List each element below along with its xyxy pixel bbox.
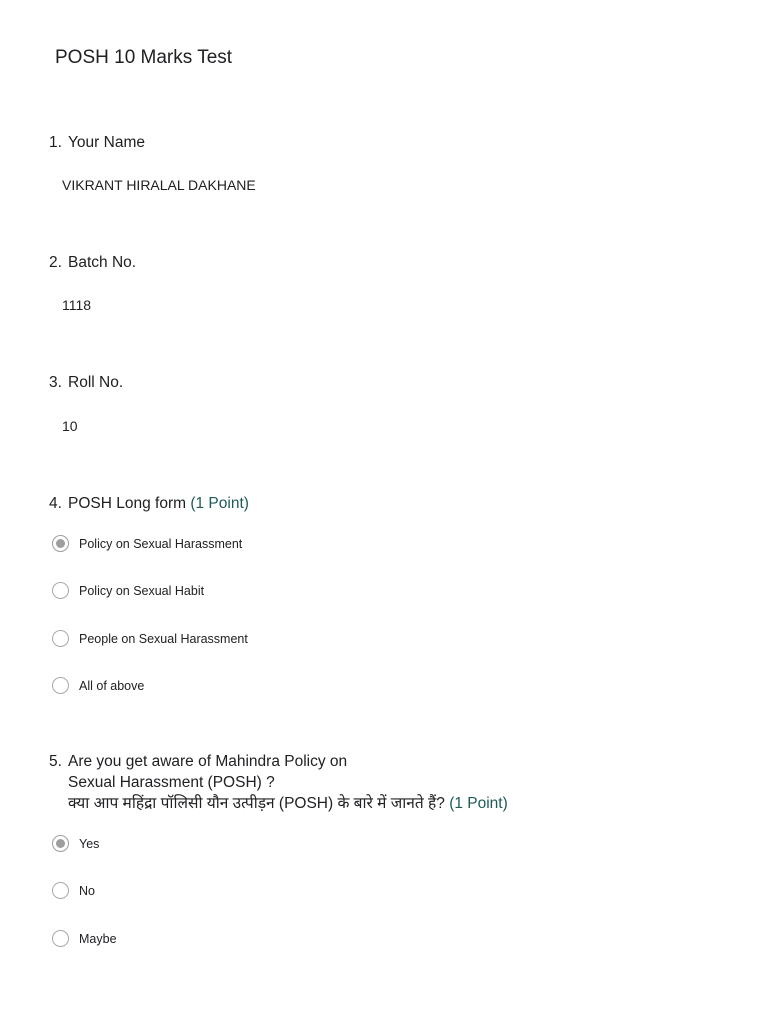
radio-icon[interactable] [52, 930, 69, 947]
option-label: People on Sexual Harassment [79, 631, 248, 646]
option-policy-on-sexual-harassment[interactable] [52, 535, 242, 552]
radio-icon[interactable] [52, 582, 69, 599]
question-aware-of-policy [49, 751, 508, 814]
question-your-name [49, 132, 145, 153]
radio-icon[interactable] [52, 630, 69, 647]
points-label: (1 Point) [190, 495, 249, 512]
question-label: POSH Long form [68, 495, 187, 512]
option-label: No [79, 883, 95, 898]
radio-icon[interactable] [52, 677, 69, 694]
radio-icon[interactable] [52, 882, 69, 899]
question-title [49, 132, 145, 153]
roll-answer: 10 [62, 418, 78, 434]
points-label: (1 Point) [449, 795, 508, 812]
form-title: POSH 10 Marks Test [55, 47, 233, 68]
option-all-of-above[interactable] [52, 677, 144, 694]
option-policy-on-sexual-habit[interactable] [52, 582, 204, 599]
radio-checked-icon[interactable] [52, 835, 69, 852]
option-no[interactable] [52, 882, 95, 899]
question-roll-no [49, 372, 123, 393]
question-label: Your Name [68, 134, 145, 151]
question-posh-long-form [49, 493, 249, 514]
question-title [49, 493, 249, 514]
option-maybe[interactable] [52, 930, 117, 947]
question-label-line-2: Sexual Harassment (POSH) ? [68, 774, 275, 791]
option-people-on-sexual-harassment[interactable] [52, 630, 248, 647]
option-label: Maybe [79, 931, 117, 946]
option-yes[interactable] [52, 835, 99, 852]
question-label: Roll No. [68, 374, 124, 391]
option-label: Yes [79, 836, 100, 851]
question-batch-no [49, 252, 136, 273]
question-label-line-1: Are you get aware of Mahindra Policy on [68, 753, 348, 770]
radio-checked-icon[interactable] [52, 535, 69, 552]
question-number: 5. [49, 753, 62, 770]
question-label: Batch No. [68, 254, 137, 271]
question-title [49, 372, 123, 393]
question-number: 3. [49, 374, 62, 391]
option-label: All of above [79, 678, 145, 693]
batch-answer: 1118 [62, 297, 92, 313]
question-title [49, 252, 136, 273]
question-label-line-3: क्या आप महिंद्रा पॉलिसी यौन उत्पीड़न (POSH) के बारे में जानते हैं? [68, 795, 445, 812]
option-label: Policy on Sexual Habit [79, 583, 205, 598]
question-title [49, 751, 508, 814]
question-number: 2. [49, 254, 62, 271]
name-answer: VIKRANT HIRALAL DAKHANE [62, 177, 256, 193]
question-number: 4. [49, 495, 62, 512]
option-label: Policy on Sexual Harassment [79, 536, 243, 551]
question-number: 1. [49, 134, 62, 151]
